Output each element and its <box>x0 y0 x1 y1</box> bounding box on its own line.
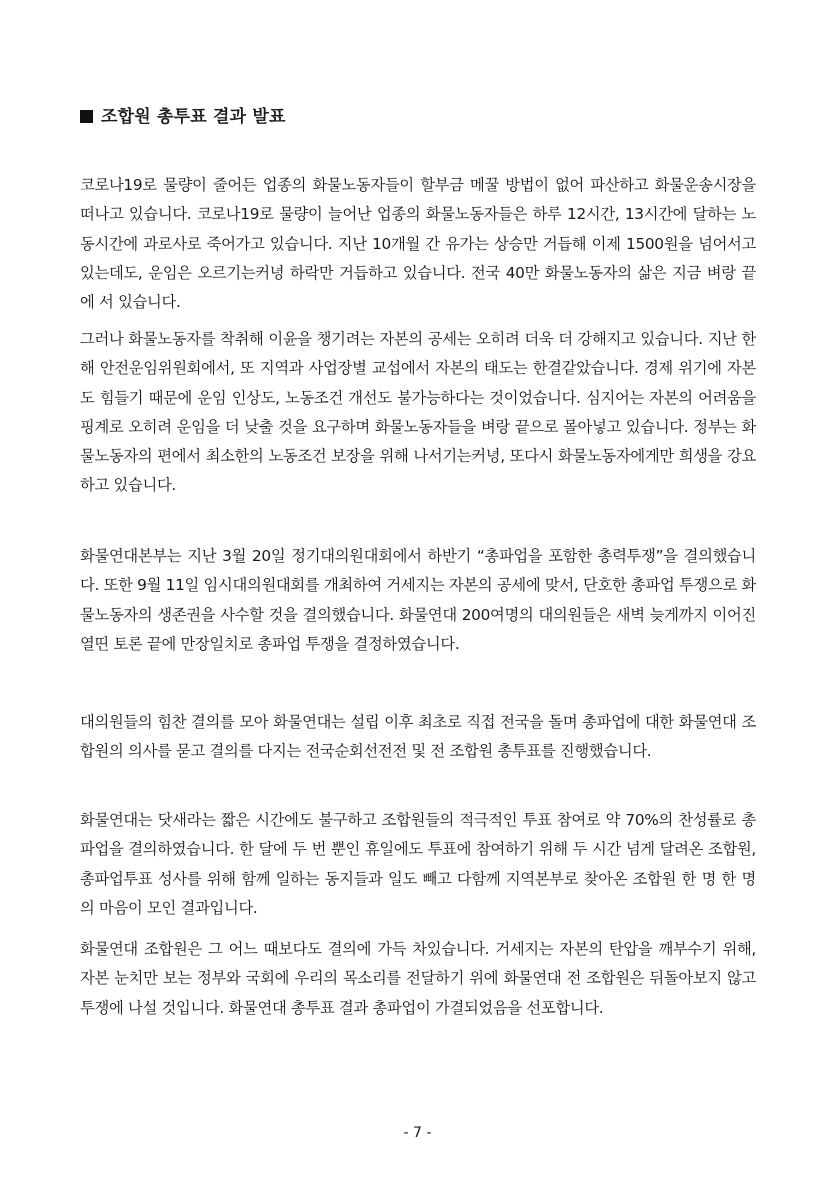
section-heading-text: 조합원 총투표 결과 발표 <box>101 107 286 127</box>
black-square-icon <box>80 110 93 123</box>
paragraph-3: 화물연대본부는 지난 3월 20일 정기대의원대회에서 하반기 “총파업을 포함한 총력투쟁”을 결의했습니다. 또한 9월 11일 임시대의원대회를 개최하여 거세지는 자본의 공세에 맞서, 단호한 총파업 투쟁으로 화물노동자의 생존권을 사수할 것을 결의했습니다. 화물연대 200여명의 대의원들은 새벽 늦게까지 이어진 열띤 토론 끝에 만장일치로 총파업 투쟁을 결정하였습니다. <box>80 547 756 653</box>
section-heading <box>80 103 760 131</box>
paragraph-2: 그러나 화물노동자를 착취해 이윤을 챙기려는 자본의 공세는 오히려 더욱 더 강해지고 있습니다. 지난 한 해 안전운임위원회에서, 또 지역과 사업장별 교섭에서 자본의 태도는 한결같았습니다. 경제 위기에 자본도 힘들기 때문에 운임 인상도, 노동조건 개선도 불가능하다는 것이었습니다. 심지어는 자본의 어려움을 핑계로 오히려 운임을 더 낮출 것을 요구하며 화물노동자들을 벼랑 끝으로 몰아넣고 있습니다. 정부는 화물노동자의 편에서 최소한의 노동조건 보장을 위해 나서기는커녕, 또다시 화물노동자에게만 희생을 강요하고 있습니다. <box>80 330 756 495</box>
paragraph-4: 대의원들의 힘찬 결의를 모아 화물연대는 설립 이후 최초로 직접 전국을 돌며 총파업에 대한 화물연대 조합원의 의사를 묻고 결의를 다지는 전국순회선전전 및 전 조합원 총투표를 진행했습니다. <box>80 713 756 761</box>
paragraph-5: 화물연대는 닷새라는 짧은 시간에도 불구하고 조합원들의 적극적인 투표 참여로 약 70%의 찬성률로 총파업을 결의하였습니다. 한 달에 두 번 뿐인 휴일에도 투표에 참여하기 위해 두 시간 넘게 달려온 조합원, 총파업투표 성사를 위해 함께 일하는 동지들과 일도 빼고 다함께 지역본부로 찾아온 조합원 한 명 한 명의 마음이 모인 결과입니다. <box>80 811 756 917</box>
page-number: - 7 - <box>403 1125 432 1141</box>
paragraph-1: 코로나19로 물량이 줄어든 업종의 화물노동자들이 할부금 메꿀 방법이 없어 파산하고 화물운송시장을 떠나고 있습니다. 코로나19로 물량이 늘어난 업종의 화물노동자들은 하루 12시간, 13시간에 달하는 노동시간에 과로사로 죽어가고 있습니다. 지난 10개월 간 유가는 상승만 거듭해 이제 1500원을 넘어서고 있는데도, 운임은 오르기는커녕 하락만 거듭하고 있습니다. 전국 40만 화물노동자의 삶은 지금 벼랑 끝에 서 있습니다. <box>80 176 756 312</box>
paragraph-6: 화물연대 조합원은 그 어느 때보다도 결의에 가득 차있습니다. 거세지는 자본의 탄압을 깨부수기 위해, 자본 눈치만 보는 정부와 국회에 우리의 목소리를 전달하기 위에 화물연대 전 조합원은 뒤돌아보지 않고 투쟁에 나설 것입니다. 화물연대 총투표 결과 총파업이 가결되었음을 선포합니다. <box>80 940 756 1017</box>
